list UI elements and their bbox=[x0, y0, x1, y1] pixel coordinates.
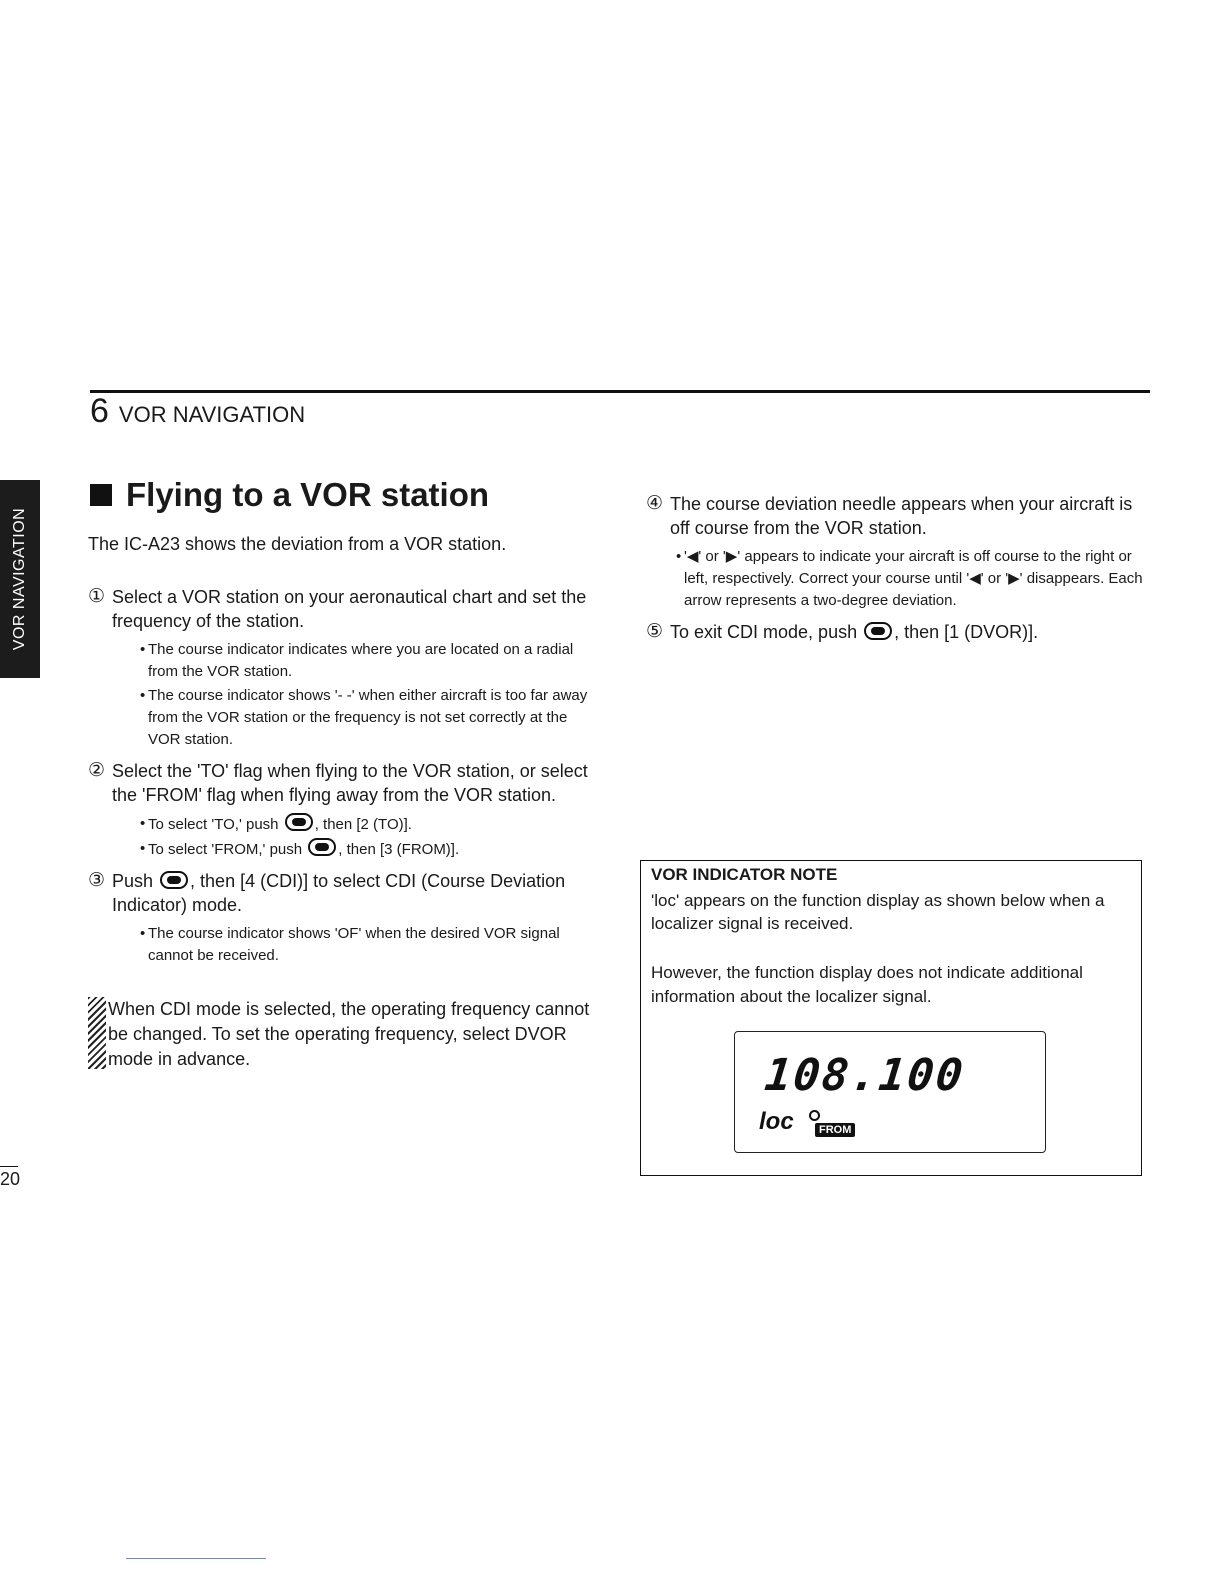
step-text: Select a VOR station on your aeronautical chart and set the frequency of the station. bbox=[112, 587, 587, 631]
step-marker: ④ bbox=[646, 493, 664, 514]
sub-item: • To select 'TO,' push , then [2 (TO)]. bbox=[140, 815, 412, 833]
lcd-from-flag: FROM bbox=[815, 1123, 855, 1137]
chapter-number: 6 bbox=[90, 392, 109, 430]
sub-item: • The course indicator shows 'OF' when the desired VOR signal cannot be received. bbox=[140, 925, 560, 964]
function-key-icon bbox=[308, 838, 336, 856]
left-column bbox=[88, 476, 594, 1072]
step-marker: ③ bbox=[88, 870, 106, 891]
section-title bbox=[88, 476, 594, 514]
lcd-loc-indicator: loc bbox=[759, 1108, 794, 1135]
page-number: 20 bbox=[0, 1166, 18, 1190]
lcd-dot-icon bbox=[809, 1110, 820, 1121]
step-text: To exit CDI mode, push , then [1 (DVOR)]. bbox=[670, 622, 1039, 642]
sub-item: • '◀' or '▶' appears to indicate your aircraft is off course to the right or left, respectively. Correct your course until '◀' or '▶' disappears. Each arrow represents a two-degree deviation. bbox=[676, 548, 1143, 609]
indicator-note-title: VOR INDICATOR NOTE bbox=[651, 865, 838, 884]
section-bullet-icon bbox=[90, 484, 112, 506]
step-2 bbox=[88, 759, 594, 863]
step-marker: ① bbox=[88, 586, 106, 607]
caution-hatch-icon bbox=[88, 997, 106, 1069]
side-tab-label: VOR NAVIGATION bbox=[11, 507, 28, 651]
function-key-icon bbox=[864, 622, 892, 640]
chapter-header bbox=[90, 392, 305, 431]
step-text: Select the 'TO' flag when flying to the VOR station, or select the 'FROM' flag when flying away from the VOR station. bbox=[112, 761, 588, 805]
step-marker: ② bbox=[88, 760, 106, 781]
step-1 bbox=[88, 585, 594, 753]
sub-item: • To select 'FROM,' push , then [3 (FROM)]. bbox=[140, 840, 460, 858]
chapter-title: VOR NAVIGATION bbox=[118, 402, 306, 427]
function-key-icon bbox=[160, 871, 188, 889]
step-4 bbox=[646, 492, 1152, 614]
step-marker: ⑤ bbox=[646, 621, 664, 642]
step-text: The course deviation needle appears when your aircraft is off course from the VOR station. bbox=[670, 494, 1133, 538]
indicator-note-text: However, the function display does not indicate additional information about the localizer signal. bbox=[651, 963, 1083, 1006]
bottom-rule bbox=[126, 1558, 266, 1559]
step-text: Push , then [4 (CDI)] to select CDI (Course Deviation Indicator) mode. bbox=[112, 871, 566, 915]
indicator-note-box bbox=[640, 860, 1142, 1176]
intro-text: The IC-A23 shows the deviation from a VOR station. bbox=[88, 534, 507, 554]
indicator-note-text: 'loc' appears on the function display as shown below when a localizer signal is received. bbox=[651, 891, 1105, 933]
sub-item: • The course indicator shows '- -' when either aircraft is too far away from the VOR station or the frequency is not set correctly at the VOR station. bbox=[140, 687, 588, 748]
step-5 bbox=[646, 620, 1152, 644]
caution-note bbox=[88, 997, 594, 1072]
right-column bbox=[646, 486, 1152, 644]
step-3 bbox=[88, 869, 594, 969]
caution-note-text: When CDI mode is selected, the operating frequency cannot be changed. To set the operating frequency, select DVOR mode in advance. bbox=[108, 999, 590, 1069]
side-tab bbox=[0, 480, 40, 678]
function-key-icon bbox=[285, 813, 313, 831]
function-display bbox=[734, 1031, 1046, 1153]
lcd-frequency: 108.100 bbox=[762, 1050, 968, 1101]
section-title-text: Flying to a VOR station bbox=[126, 476, 490, 513]
sub-item: • The course indicator indicates where you are located on a radial from the VOR station. bbox=[140, 641, 574, 680]
